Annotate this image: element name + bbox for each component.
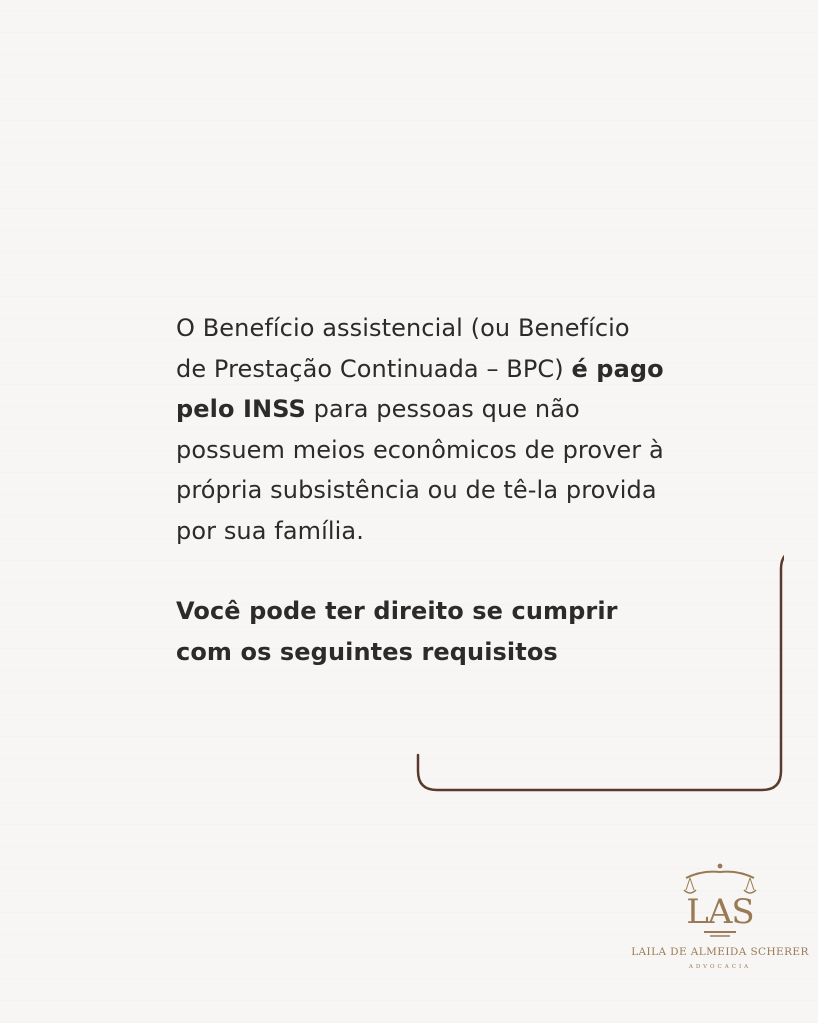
- intro-text-bold: é pago pelo INSS: [176, 354, 664, 423]
- intro-paragraph: [176, 308, 666, 551]
- intro-text-a: O Benefício assistencial (ou Benefício de Prestação Continuada – BPC): [176, 314, 630, 383]
- requirements-heading: Você pode ter direito se cumprir com os seguintes requisitos: [176, 597, 618, 666]
- brand-logo: [630, 860, 810, 985]
- logo-monogram: LAS: [686, 892, 754, 932]
- intro-text-b: para pessoas que não possuem meios econômicos de prover à própria subsistência ou de tê-la provida por sua família.: [176, 395, 664, 545]
- logo-subtitle: ADVOCACIA: [688, 964, 752, 970]
- logo-name: LAILA DE ALMEIDA SCHERER: [631, 946, 809, 958]
- scales-monogram-icon: [680, 860, 760, 940]
- decorative-frame: [416, 547, 784, 792]
